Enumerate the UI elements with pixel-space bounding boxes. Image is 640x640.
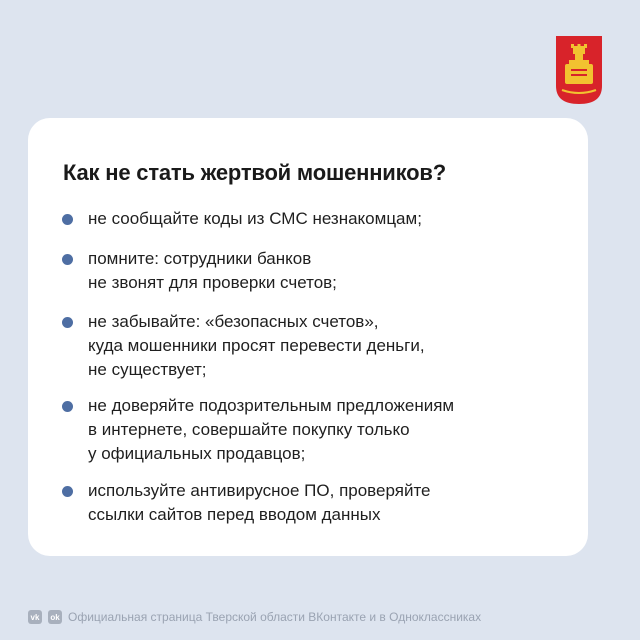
list-item	[88, 247, 568, 295]
tip-line: ссылки сайтов перед вводом данных	[88, 505, 381, 524]
bullet-icon	[62, 254, 73, 265]
tip-line: куда мошенники просят перевести деньги,	[88, 336, 425, 355]
coat-of-arms-icon	[556, 36, 602, 104]
bullet-icon	[62, 214, 73, 225]
vk-icon[interactable]: vk	[28, 610, 42, 624]
list-item	[88, 394, 568, 466]
odnoklassniki-icon[interactable]: ok	[48, 610, 62, 624]
bullet-icon	[62, 401, 73, 412]
list-item	[88, 479, 568, 527]
page-title: Как не стать жертвой мошенников?	[63, 160, 446, 185]
footer	[28, 608, 481, 626]
tip-line: используйте антивирусное ПО, проверяйте	[88, 481, 431, 500]
list-item	[88, 207, 568, 231]
tip-line: в интернете, совершайте покупку только	[88, 420, 410, 439]
bullet-icon	[62, 317, 73, 328]
tip-line: не существует;	[88, 360, 207, 379]
tip-line: не сообщайте коды из СМС незнакомцам;	[88, 209, 422, 228]
bullet-icon	[62, 486, 73, 497]
tip-line: у официальных продавцов;	[88, 444, 306, 463]
list-item	[88, 310, 568, 382]
tip-line: не забывайте: «безопасных счетов»,	[88, 312, 379, 331]
footer-text: Официальная страница Тверской области ВКонтакте и в Одноклассниках	[68, 610, 482, 624]
tip-line: не доверяйте подозрительным предложениям	[88, 396, 455, 415]
tip-line: помните: сотрудники банков	[88, 249, 312, 268]
tip-line: не звонят для проверки счетов;	[88, 273, 337, 292]
